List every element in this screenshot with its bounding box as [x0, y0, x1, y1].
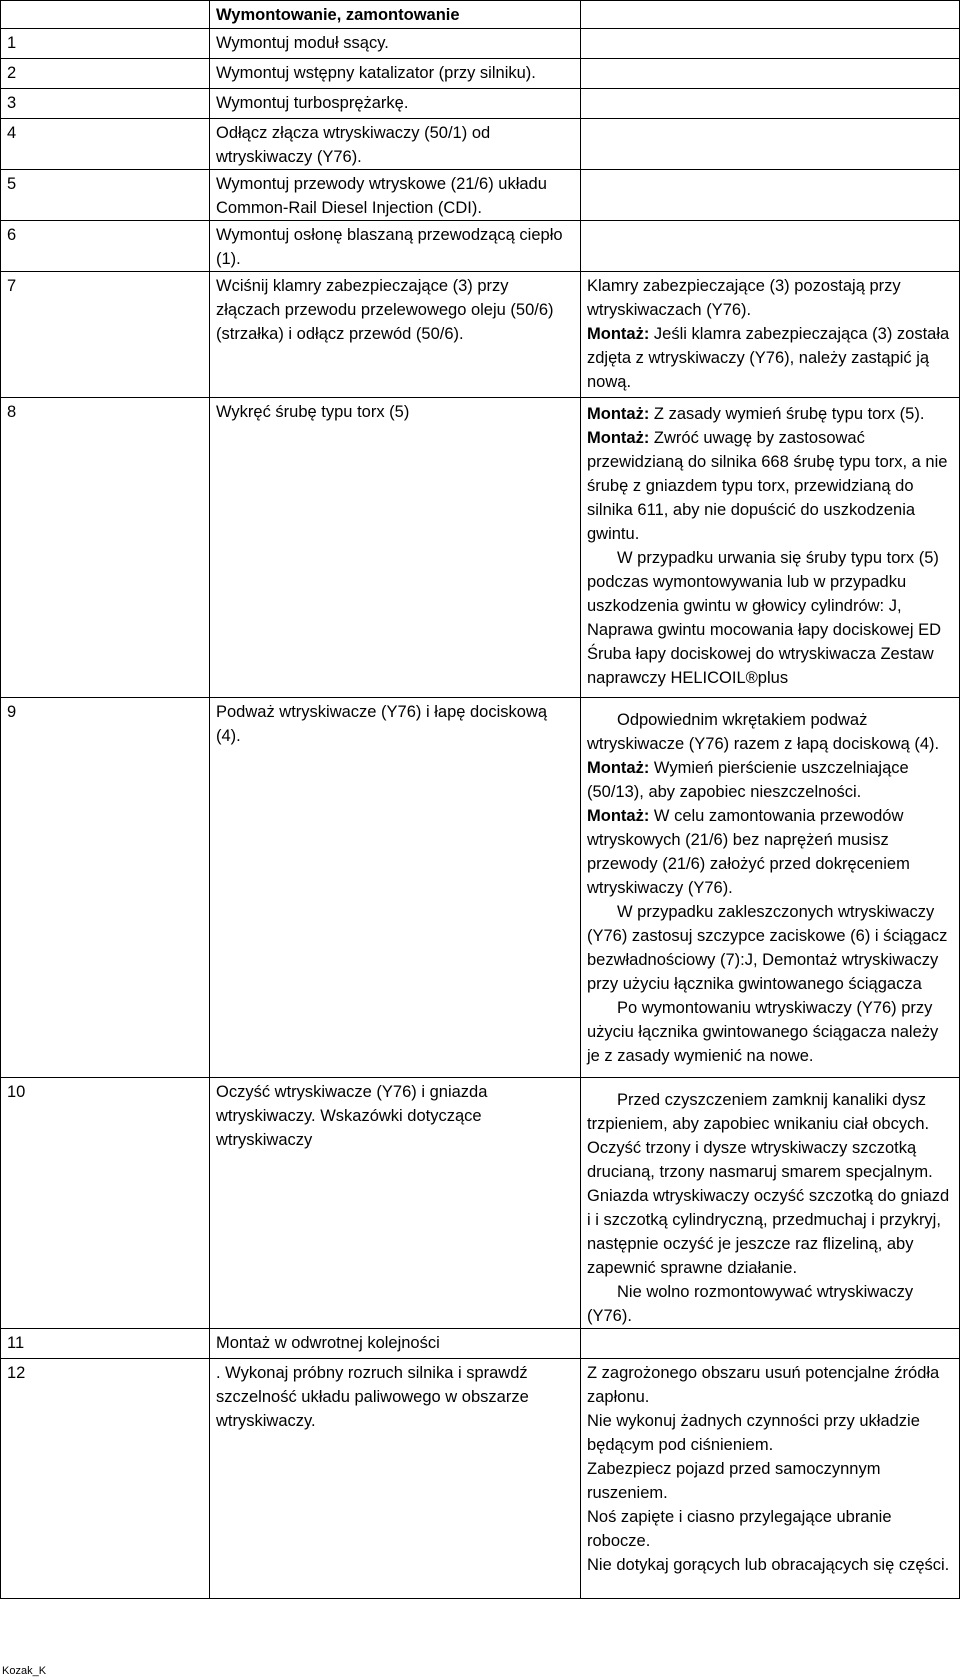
note-text: W celu zamontowania przewodów wtryskowych (21/6) bez naprężeń musisz przewody (21/6) założyć przed dokręceniem wtryskiwaczy (Y76).: [587, 807, 910, 897]
note-text: Z zasady wymień śrubę typu torx (5).: [649, 405, 925, 423]
step-action: Wciśnij klamry zabezpieczające (3) przy złączach przewodu przelewowego oleju (50/6) (strzałka) i odłącz przewód (50/6).: [210, 272, 581, 398]
step-number: 6: [1, 221, 210, 272]
table-row: [1, 221, 960, 272]
steps-body: [1, 29, 960, 1599]
montaz-label: Montaż:: [587, 325, 650, 343]
header-num-cell: [1, 1, 210, 29]
step-action: Wymontuj moduł ssący.: [210, 29, 581, 59]
step-note: [581, 59, 960, 89]
note-paragraph: [587, 1553, 955, 1577]
table-row: [1, 59, 960, 89]
step-action: Podważ wtryskiwacze (Y76) i łapę dociskową (4).: [210, 698, 581, 1078]
step-number: 8: [1, 398, 210, 698]
step-number: 11: [1, 1329, 210, 1359]
note-text: W przypadku urwania się śruby typu torx (5) podczas wymontowywania lub w przypadku uszkodzenia gwintu w głowicy cylindrów: J, Naprawa gwintu mocowania łapy dociskowej ED Śruba łapy dociskowej do wtryskiwacza Zestaw naprawczy HELICOIL®plus: [587, 549, 942, 687]
step-number: 4: [1, 119, 210, 170]
step-note: [581, 119, 960, 170]
note-text: Odpowiednim wkrętakiem podważ wtryskiwacze (Y76) razem z łapą dociskową (4).: [587, 711, 940, 753]
step-note: [581, 1329, 960, 1359]
step-action: Odłącz złącza wtryskiwaczy (50/1) od wtryskiwaczy (Y76).: [210, 119, 581, 170]
step-action: Wymontuj wstępny katalizator (przy silniku).: [210, 59, 581, 89]
note-text: Zwróć uwagę by zastosować przewidzianą do silnika 668 śrubę typu torx, a nie śrubę z gniazdem typu torx, przewidzianą do silnika 611, aby nie dopuścić do uszkodzenia gwintu.: [587, 429, 948, 543]
step-action: Wymontuj turbosprężarkę.: [210, 89, 581, 119]
montaz-label: Montaż:: [587, 429, 650, 447]
footer-author: Kozak_K: [2, 1665, 47, 1677]
header-note-cell: [581, 1, 960, 29]
table-row: [1, 698, 960, 1078]
step-note: [581, 1359, 960, 1599]
step-note: [581, 221, 960, 272]
step-number: 7: [1, 272, 210, 398]
note-paragraph: [587, 322, 955, 394]
step-action: Montaż w odwrotnej kolejności: [210, 1329, 581, 1359]
note-text: Jeśli klamra zabezpieczająca (3) została zdjęta z wtryskiwaczy (Y76), należy zastąpić ją nową.: [587, 325, 950, 391]
step-action: . Wykonaj próbny rozruch silnika i sprawdź szczelność układu paliwowego w obszarze wtryskiwaczy.: [210, 1359, 581, 1599]
note-text: Klamry zabezpieczające (3) pozostają przy wtryskiwaczach (Y76).: [587, 277, 901, 319]
table-header-row: [1, 1, 960, 29]
step-number: 3: [1, 89, 210, 119]
note-text: Zabezpiecz pojazd przed samoczynnym ruszeniem.: [587, 1460, 881, 1502]
step-number: 1: [1, 29, 210, 59]
step-action: Wykręć śrubę typu torx (5): [210, 398, 581, 698]
table-row: [1, 119, 960, 170]
table-row: [1, 1329, 960, 1359]
step-note: [581, 698, 960, 1078]
note-paragraph: [587, 1505, 955, 1553]
note-text: Nie wykonuj żadnych czynności przy układzie będącym pod ciśnieniem.: [587, 1412, 920, 1454]
step-number: 10: [1, 1078, 210, 1329]
montaz-label: Montaż:: [587, 759, 650, 777]
note-paragraph: [587, 274, 955, 322]
note-paragraph: [587, 1457, 955, 1505]
note-text: Wymień pierścienie uszczelniające (50/13), aby zapobiec nieszczelności.: [587, 759, 909, 801]
note-paragraph: [587, 708, 955, 756]
note-paragraph: [587, 1409, 955, 1457]
note-paragraph: [587, 996, 955, 1068]
step-note: [581, 89, 960, 119]
step-number: 12: [1, 1359, 210, 1599]
step-note: [581, 398, 960, 698]
note-text: Nie dotykaj gorących lub obracających się części.: [587, 1556, 950, 1574]
step-number: 9: [1, 698, 210, 1078]
note-paragraph: [587, 1280, 955, 1328]
table-row: [1, 272, 960, 398]
note-paragraph: [587, 1088, 955, 1280]
table-row: [1, 29, 960, 59]
note-text: W przypadku zakleszczonych wtryskiwaczy (Y76) zastosuj szczypce zaciskowe (6) i ściągacz bezwładnościowy (7):J, Demontaż wtryskiwaczy przy użyciu łącznika gwintowanego ściągacza: [587, 903, 948, 993]
table-row: [1, 1078, 960, 1329]
step-note: [581, 1078, 960, 1329]
table-row: [1, 1359, 960, 1599]
table-row: [1, 398, 960, 698]
table-row: [1, 170, 960, 221]
note-text: Przed czyszczeniem zamknij kanaliki dysz trzpieniem, aby zapobiec wnikaniu ciał obcych. Oczyść trzony i dysze wtryskiwaczy szczotką drucianą, trzony nasmaruj smarem specjalnym. Gniazda wtryskiwaczy oczyść szczotką do gniazd i i szczotką cylindryczną, przedmuchaj i przykryj, następnie oczyść je jeszcze raz flizeliną, aby zapewnić sprawne działanie.: [587, 1091, 950, 1277]
step-note: [581, 29, 960, 59]
step-number: 2: [1, 59, 210, 89]
montaz-label: Montaż:: [587, 405, 650, 423]
step-action: Oczyść wtryskiwacze (Y76) i gniazda wtryskiwaczy. Wskazówki dotyczące wtryskiwaczy: [210, 1078, 581, 1329]
step-number: 5: [1, 170, 210, 221]
montaz-label: Montaż:: [587, 807, 650, 825]
step-action: Wymontuj przewody wtryskowe (21/6) układu Common-Rail Diesel Injection (CDI).: [210, 170, 581, 221]
note-paragraph: [587, 1361, 955, 1409]
note-paragraph: [587, 402, 955, 426]
note-text: Po wymontowaniu wtryskiwaczy (Y76) przy użyciu łącznika gwintowanego ściągacza należy je z zasady wymienić na nowe.: [587, 999, 939, 1065]
note-paragraph: [587, 756, 955, 804]
note-text: Noś zapięte i ciasno przylegające ubranie robocze.: [587, 1508, 892, 1550]
note-paragraph: [587, 804, 955, 900]
note-text: Z zagrożonego obszaru usuń potencjalne źródła zapłonu.: [587, 1364, 940, 1406]
table-row: [1, 89, 960, 119]
step-action: Wymontuj osłonę blaszaną przewodzącą ciepło (1).: [210, 221, 581, 272]
note-paragraph: [587, 546, 955, 690]
step-note: [581, 272, 960, 398]
header-title: Wymontowanie, zamontowanie: [210, 1, 581, 29]
note-paragraph: [587, 426, 955, 546]
note-text: Nie wolno rozmontowywać wtryskiwaczy (Y76).: [587, 1283, 914, 1325]
note-paragraph: [587, 900, 955, 996]
step-note: [581, 170, 960, 221]
